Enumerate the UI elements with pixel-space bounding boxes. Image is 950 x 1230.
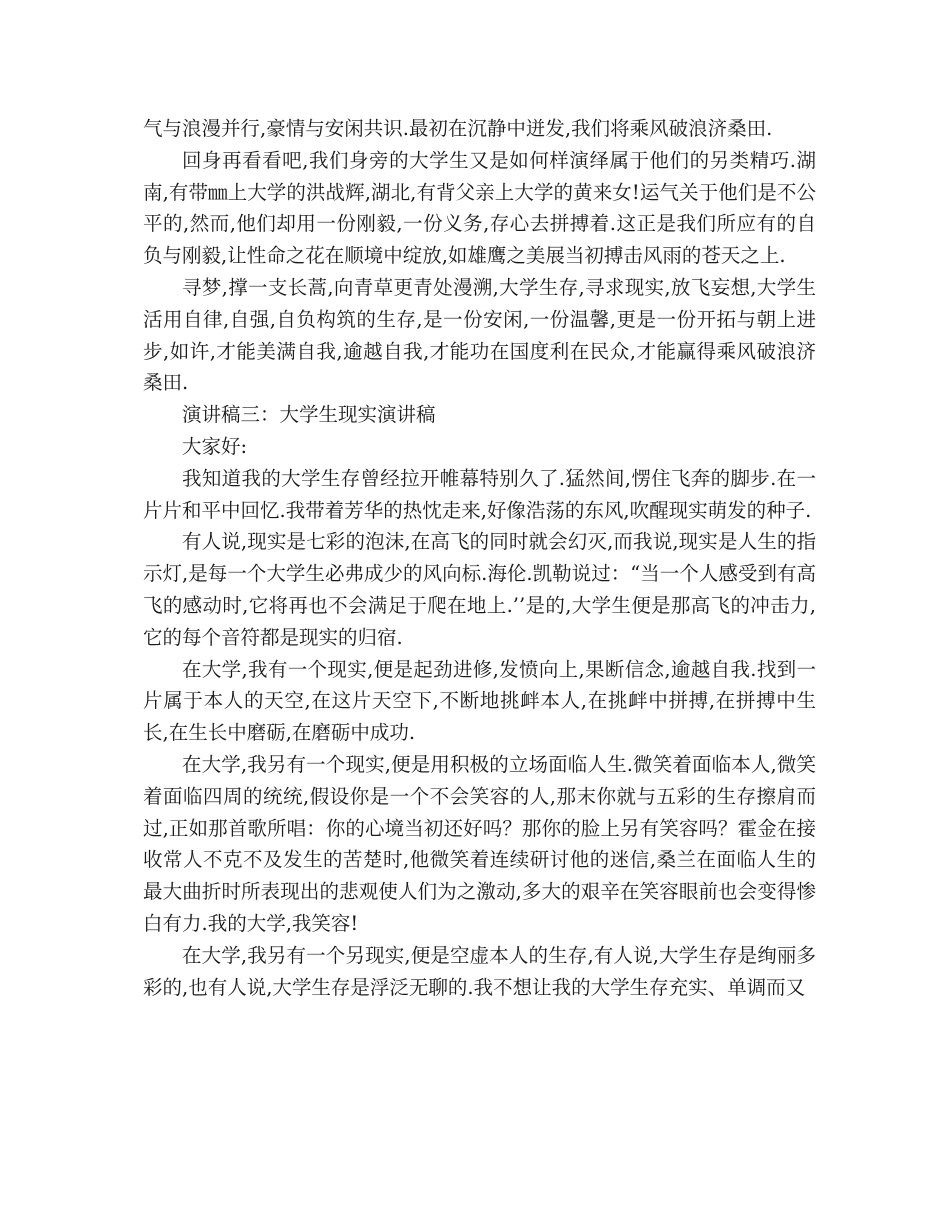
paragraph: 在大学,我有一个现实,便是起劲进修,发愤向上,果断信念,逾越自我.找到一片属于本人的天空,在这片天空下,不断地挑衅本人,在挑衅中拼搏,在拼搏中生长,在生长中磨砺,在磨砺中成功. bbox=[143, 657, 816, 745]
paragraph: 有人说,现实是七彩的泡沫,在高飞的同时就会幻灭,而我说,现实是人生的指示灯,是每一个大学生必弗成少的风向标.海伦.凯勒说过：“当一个人感受到有高飞的感动时,它将再也不会满足于爬在地上.’’是的,大学生便是那高飞的冲击力,它的每个音符都是现实的归宿. bbox=[143, 530, 816, 649]
section-heading: 演讲稿三：大学生现实演讲稿 bbox=[182, 403, 436, 427]
paragraph: 在大学,我另有一个另现实,便是空虚本人的生存,有人说,大学生存是绚丽多彩的,也有人说,大学生存是浮泛无聊的.我不想让我的大学生存充实、单调而又 bbox=[143, 943, 816, 999]
paragraph: 寻梦,撑一支长蒿,向青草更青处漫溯,大学生存,寻求现实,放飞妄想,大学生活用自律,自强,自负构筑的生存,是一份安闲,一份温馨,更是一份开拓与朝上进步,如许,才能美满自我,逾越自我,才能功在国度利在民众,才能赢得乘风破浪济桑田. bbox=[143, 275, 816, 395]
paragraph: 我知道我的大学生存曾经拉开帷幕特别久了.猛然间,愣住飞奔的脚步.在一片片和平中回忆.我带着芳华的热忱走来,好像浩荡的东风,吹醒现实萌发的种子. bbox=[143, 466, 816, 522]
paragraph: 回身再看看吧,我们身旁的大学生又是如何样演绎属于他们的另类精巧.湖南,有带㎜上大学的洪战辉,湖北,有背父亲上大学的黄来女!运气关于他们是不公平的,然而,他们却用一份刚毅,一份义务,存心去拼搏着.这正是我们所应有的自负与刚毅,让性命之花在顺境中绽放,如雄鹰之美展当初搏击风雨的苍天之上. bbox=[143, 148, 816, 268]
document-body bbox=[143, 113, 816, 1003]
salutation: 大家好: bbox=[182, 434, 248, 458]
paragraph: 在大学,我另有一个现实,便是用积极的立场面临人生.微笑着面临本人,微笑着面临四周的统统,假设你是一个不会笑容的人,那末你就与五彩的生存擦肩而过,正如那首歌所唱：你的心境当初还好吗？那你的脸上另有笑容吗？霍金在接收常人不克不及发生的苦楚时,他微笑着连续研讨他的迷信,桑兰在面临人生的最大曲折时所表现出的悲观使人们为之激动,多大的艰辛在笑容眼前也会变得惨白有力.我的大学,我笑容! bbox=[143, 752, 816, 935]
paragraph-continued: 气与浪漫并行,豪情与安闲共识.最初在沉静中迸发,我们将乘风破浪济桑田. bbox=[143, 117, 773, 140]
